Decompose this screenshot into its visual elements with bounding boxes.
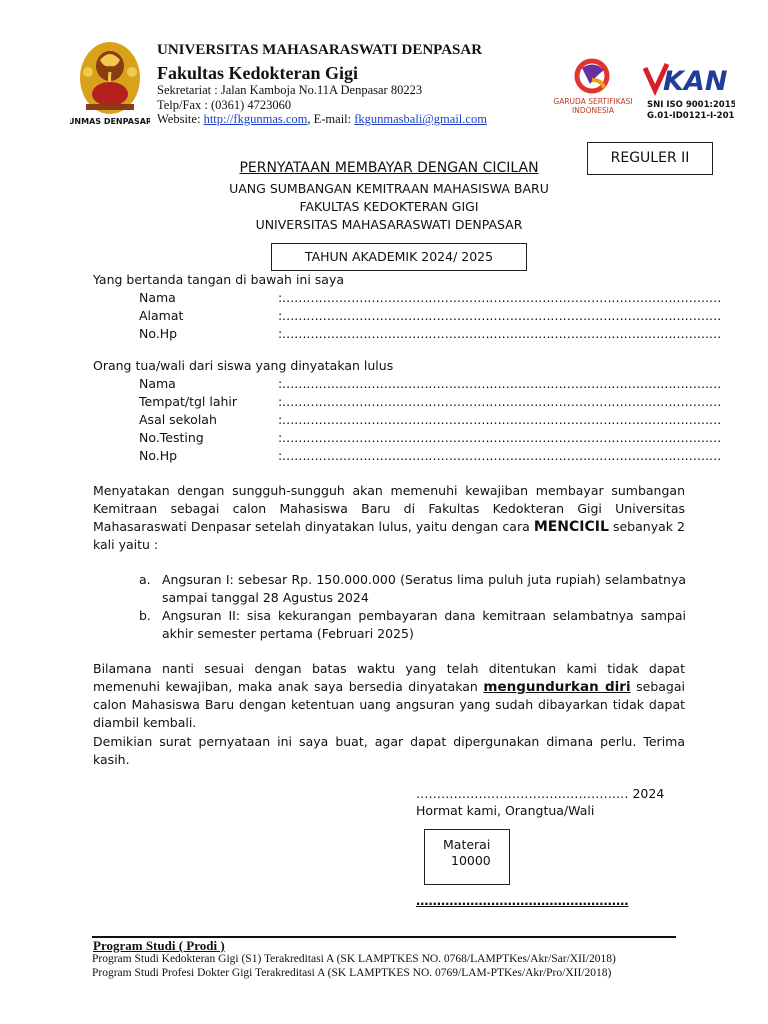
field-label: No.Hp: [139, 448, 178, 463]
fill-line[interactable]: :………………………………………………………………………………………………: [278, 290, 722, 305]
document-title: PERNYATAAN MEMBAYAR DENGAN CICILAN: [239, 160, 539, 176]
academic-year-box: TAHUN AKADEMIK 2024/ 2025: [271, 243, 527, 271]
svg-text:UNMAS DENPASAR: UNMAS DENPASAR: [70, 117, 150, 126]
section1-intro: Yang bertanda tangan di bawah ini saya: [93, 272, 345, 287]
stamp-box: [424, 829, 510, 885]
website-label: Website:: [157, 112, 204, 126]
footer-accreditation-1: Program Studi Kedokteran Gigi (S1) Terakreditasi A (SK LAMPTKES NO. 0768/LAMPTKes/Akr/Sar/XII/2018): [92, 953, 616, 965]
title-sub2: FAKULTAS KEDOKTERAN GIGI: [299, 199, 479, 214]
fill-line[interactable]: :………………………………………………………………………………………………: [278, 394, 722, 409]
website-link[interactable]: http://fkgunmas.com: [203, 112, 308, 126]
title-sub1: UANG SUMBANGAN KEMITRAAN MAHASISWA BARU: [229, 181, 549, 196]
field-label: No.Testing: [139, 430, 204, 445]
statement-text-end: sebanyak 2 kali yaitu :: [93, 519, 686, 552]
withdrawal-text-end: sebagai calon Mahasiswa Baru dengan ketentuan uang angsuran yang sudah dibayarkan tidak dapat diambil kembali.: [93, 679, 685, 730]
garuda-certification-logo: [546, 56, 640, 122]
fill-line[interactable]: :………………………………………………………………………………………………: [278, 376, 722, 391]
list-item: Angsuran I: sebesar Rp. 150.000.000 (Seratus lima puluh juta rupiah) selambatnya sampai tanggal 28 Agustus 2024: [162, 572, 686, 605]
closing-paragraph: Demikian surat pernyataan ini saya buat, agar dapat dipergunakan dimana perlu. Terima kasih.: [93, 734, 685, 767]
stamp-value: 10000: [451, 853, 491, 868]
title-sub3: UNIVERSITAS MAHASARASWATI DENPASAR: [255, 217, 523, 232]
garuda-line1: GARUDA SERTIFIKASI: [553, 97, 633, 106]
program-badge: REGULER II: [587, 142, 713, 175]
statement-emphasis: MENCICIL: [533, 519, 609, 535]
email-link[interactable]: fkgunmasbali@gmail.com: [354, 112, 487, 126]
statement-paragraph: [93, 482, 685, 554]
garuda-swirl-icon: [546, 56, 640, 122]
footer-accreditation-2: Program Studi Profesi Dokter Gigi Terakreditasi A (SK LAMPTKES NO. 0769/LAM-PTKes/Akr/Pro/XII/2018): [92, 967, 612, 979]
section2-intro: Orang tua/wali dari siswa yang dinyatakan lulus: [93, 358, 394, 373]
university-name: UNIVERSITAS MAHASARASWATI DENPASAR: [157, 42, 483, 58]
signature-name-line[interactable]: ……………………………………………: [416, 893, 629, 908]
list-marker: b.: [139, 608, 151, 623]
list-marker: a.: [139, 572, 151, 587]
email-label: , E-mail:: [307, 112, 355, 126]
field-label: No.Hp: [139, 326, 178, 341]
date-line[interactable]: …………………………………………… 2024: [416, 786, 665, 801]
statement-text: Menyatakan dengan sungguh-sungguh akan memenuhi kewajiban membayar sumbangan Kemitraan sebagai calon Mahasiswa Baru di Fakultas Kedokteran Gigi Universitas Mahasaraswati Denpasar setelah dinyatakan lulus, yaitu dengan cara: [93, 483, 685, 534]
kan-check-icon: [643, 58, 735, 124]
fill-line[interactable]: :………………………………………………………………………………………………: [278, 412, 722, 427]
regards-text: Hormat kami, Orangtua/Wali: [416, 803, 595, 818]
field-label: Tempat/tgl lahir: [139, 394, 238, 409]
ganesha-emblem-icon: [70, 38, 150, 126]
fill-line[interactable]: :………………………………………………………………………………………………: [278, 448, 722, 463]
fill-line[interactable]: :………………………………………………………………………………………………: [278, 430, 722, 445]
garuda-line2: INDONESIA: [572, 106, 614, 115]
withdrawal-text: Bilamana nanti sesuai dengan batas waktu yang telah ditentukan kami tidak dapat memenuhi kewajiban, maka anak saya bersedia dinyatakan: [93, 661, 685, 694]
secretariat-address: Sekretariat : Jalan Kamboja No.11A Denpasar 80223: [157, 83, 423, 97]
field-label: Nama: [139, 376, 176, 391]
field-label: Nama: [139, 290, 176, 305]
sni-line1: SNI ISO 9001:2015: [647, 100, 735, 110]
fill-line[interactable]: :………………………………………………………………………………………………: [278, 308, 722, 323]
withdrawal-emphasis: mengundurkan diri: [483, 679, 631, 695]
footer-heading: Program Studi ( Prodi ): [93, 938, 225, 953]
withdrawal-paragraph: [93, 660, 685, 732]
faculty-name: Fakultas Kedokteran Gigi: [157, 63, 359, 83]
phone-fax: Telp/Fax : (0361) 4723060: [157, 98, 292, 112]
field-label: Alamat: [139, 308, 184, 323]
contact-line: [157, 112, 487, 127]
sni-line2: G.01-ID0121-I-2019: [647, 111, 735, 121]
kan-text: KAN: [663, 66, 728, 97]
unmas-logo: [70, 38, 150, 126]
field-label: Asal sekolah: [139, 412, 217, 427]
kan-accreditation-logo: [643, 58, 735, 124]
fill-line[interactable]: :………………………………………………………………………………………………: [278, 326, 722, 341]
stamp-label: Materai: [443, 837, 491, 852]
list-item: Angsuran II: sisa kekurangan pembayaran dana kemitraan selambatnya sampai akhir semester pertama (Februari 2025): [162, 608, 686, 641]
